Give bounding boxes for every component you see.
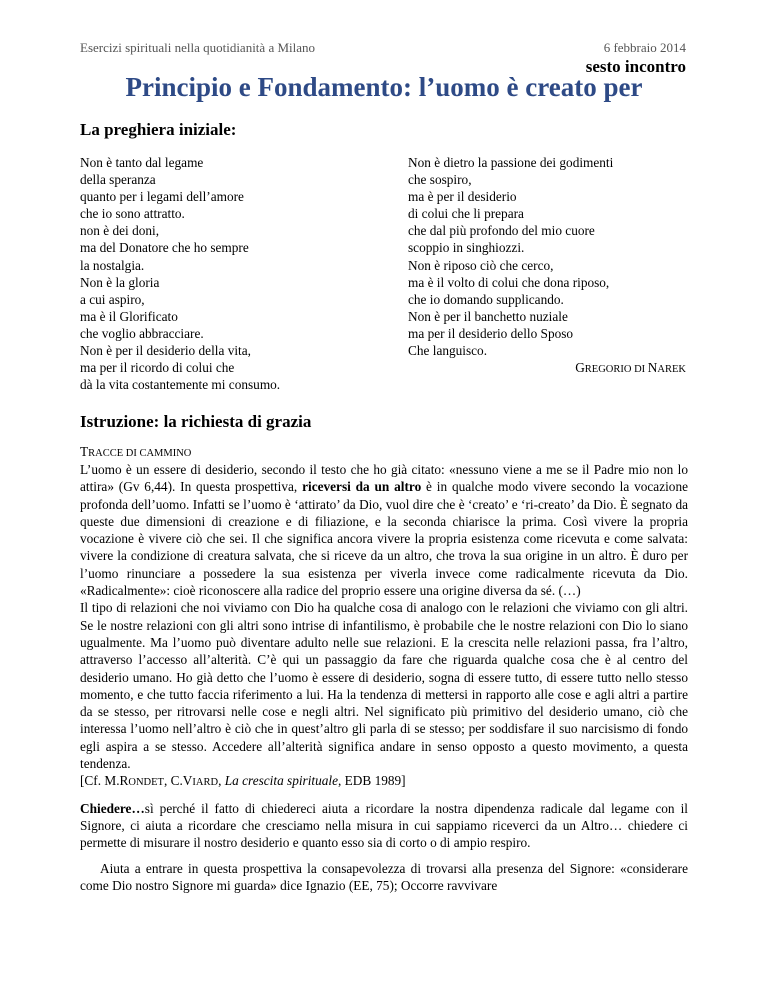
header-date: 6 febbraio 2014 [603,40,686,55]
poem-line: di colui che li prepara [408,206,524,222]
poem-line: ma è il volto di colui che dona riposo, [408,274,610,290]
poem-line: ma è per il desiderio [408,189,517,205]
poem-line: Non è la gloria [80,274,160,290]
poem-line: che dal più profondo del mio cuore [408,223,595,239]
poem-right-column [408,154,613,359]
poem-line: Non è per il desiderio della vita, [80,343,251,359]
poem-line: a cui aspiro, [80,291,145,307]
paragraph: Il tipo di relazioni che noi viviamo con Dio ha qualche cosa di analogo con le relazioni che viviamo con gli altri. Se le nostre relazioni con gli altri sono intrise di infantilismo, è probabile che le nostre relazioni con Dio lo siano ugualmente. Ma l’uomo può diventare adulto nelle sue relazioni. E la crescita nelle relazioni passa, fra l’altro, attraverso l’accesso all’alterità. C’è qui un passaggio da fare che riguarda qualche cosa che è al centro del desiderio umano. Ho già detto che l’uomo è essere di desiderio, sogna di essere tutto, di essere tutto nello stesso momento, e che tutto faccia riferimento a lui. Ha la tendenza di mettersi in rapporto alle cose e agli altri a partire da se stesso, per ritrovarsi nelle cose e negli altri. Nel significato più primitivo del desiderio umano, ciò che interessa l’uomo nell’altro è ciò che in quest’altro gli parla di se stesso; per soddisfare il suo narcisismo di fondo egli aspira a se stesso. Accedere all’alterità significa andare in senso opposto a questo movimento, a questa tendenza. [80,600,688,772]
poem-line: dà la vita costantemente mi consumo. [80,377,281,393]
paragraph: L’uomo è un essere di desiderio, secondo il testo che ho già citato: «nessuno viene a me se il Padre mio non lo attira» (Gv 6,44). In questa prospettiva, riceversi da un altro è in qualche modo vivere secondo la vocazione profonda dell’uomo. Infatti se l’uomo è ‘attirato’ da Dio, vuol dire che è ‘creato’ e ‘ri-creato’ da Dio. È segnato da queste due dimensioni di creazione e di filiazione, e la seconda chiarisce la prima. Così vivere la propria vocazione è vivere ciò che sei. Il che significa ancora vivere la propria esistenza come ricevuta e come salvata: vivere la condizione di creatura salvata, che si riceve da un altro, che trova la sua origine in un altro. È duro per l’uomo rinunciare a possedere la sua esistenza per viverla invece come radicalmente ricevuta da Dio. «Radicalmente»: cioè riconoscere alla radice del proprio essere una origine diversa da sé. (…) [80,462,689,599]
paragraph: Aiuta a entrare in questa prospettiva la consapevolezza di trovarsi alla presenza del Signore: «considerare come Dio nostro Signore mi guarda» dice Ignazio (EE, 75); Occorre ravvivare [80,860,688,893]
poem-line: Che languisco. [408,343,488,359]
poem-left-column [80,154,280,393]
section-label: TRACCE DI CAMMINO [80,444,192,459]
header-course-title: Esercizi spirituali nella quotidianità a Milano [80,40,316,55]
poem-line: che io sono attratto. [80,206,185,222]
poem-line: ma per il ricordo di colui che [80,360,235,376]
poem-line: Non è riposo ciò che cerco, [408,257,554,273]
poem-line: ma per il desiderio dello Sposo [408,325,574,341]
poem-line: Non è per il banchetto nuziale [408,308,568,324]
poem-line: Non è dietro la passione dei godimenti [408,155,614,170]
poem-line: la nostalgia. [80,257,145,273]
poem-line: che io domando supplicando. [408,291,564,307]
poem-line: che voglio abbracciare. [80,325,204,341]
header-session: sesto incontro [585,57,686,76]
poem-line: che sospiro, [408,172,472,188]
section-heading-prayer: La preghiera iniziale: [80,120,237,139]
poem-author: GREGORIO DI NAREK [575,360,686,375]
poem-line: ma del Donatore che ho sempre [80,240,249,256]
citation: [Cf. M.RONDET, C.VIARD, La crescita spirituale, EDB 1989] [80,773,406,789]
instruction-text [80,461,688,894]
paragraph: Chiedere…sì perché il fatto di chiedereci aiuta a ricordare la nostra dipendenza radicale dal legame con il Signore, ci aiuta a ricordare che cresciamo nella misura in cui sappiamo riceverci da un Altro… chiedere ci permette di misurare il nostro desiderio e quanto esso sia di corto o di ampio respiro. [80,800,688,851]
section-heading-instruction: Istruzione: la richiesta di grazia [80,412,312,431]
poem-line: della speranza [80,172,156,188]
page-title: Principio e Fondamento: l’uomo è creato per [125,72,643,102]
poem-line: scoppio in singhiozzi. [408,240,525,256]
poem-line: non è dei doni, [80,223,160,239]
poem-line: ma è il Glorificato [80,308,178,324]
poem-line: quanto per i legami dell’amore [80,189,244,205]
poem-line: Non è tanto dal legame [80,155,204,170]
